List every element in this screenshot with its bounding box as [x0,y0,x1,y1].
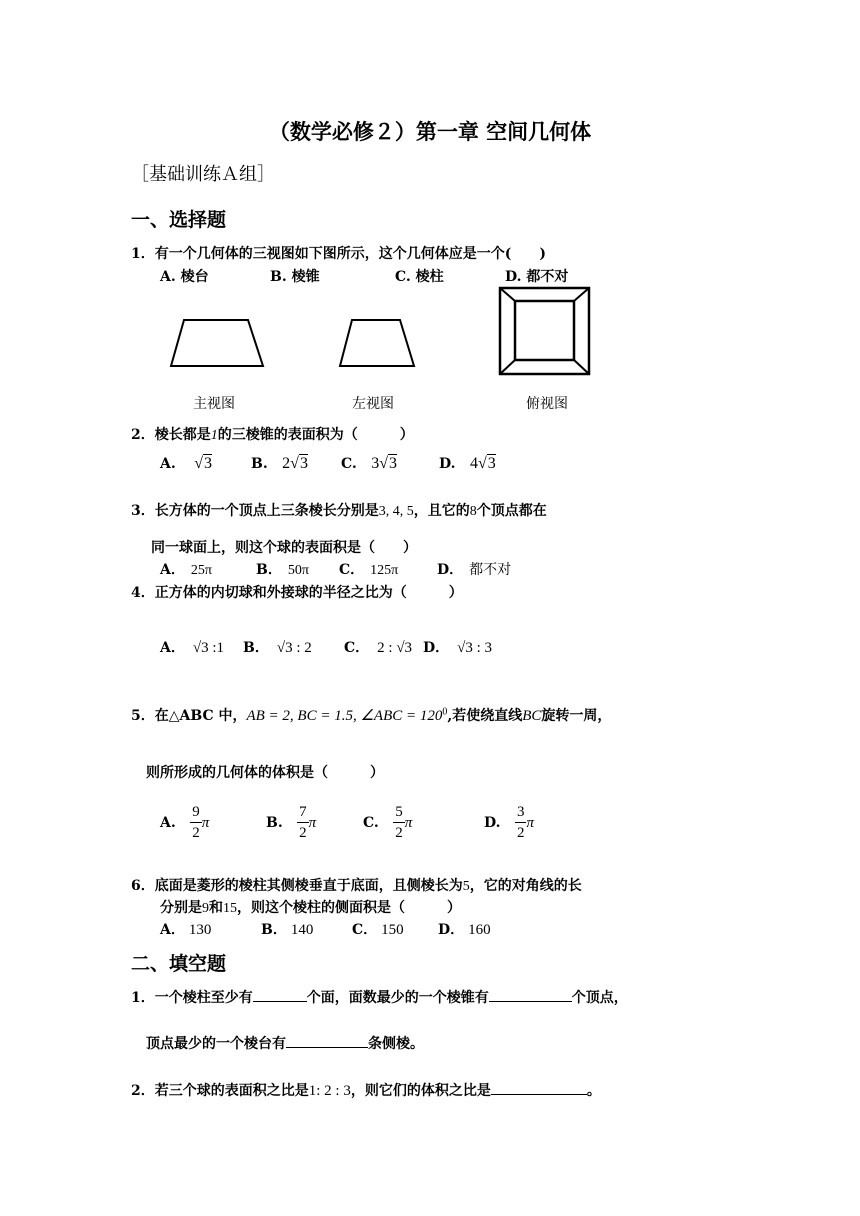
answer-blank-4[interactable] [491,1080,587,1095]
question-6-stem-line1: 6．底面是菱形的棱柱其侧棱垂直于底面，且侧棱长为5，它的对角线的长 [131,878,582,894]
q3-option-b: B． 50π [256,562,309,578]
q6-option-c: C． 150 [352,922,404,938]
question-3-stem-line1: 3．长方体的一个顶点上三条棱长分别是3, 4, 5，且它的8个顶点都在 [131,503,547,519]
question-4-stem: 4．正方体的内切球和外接球的半径之比为（ ） [131,585,463,601]
section-fill-heading: 二、填空题 [131,953,227,975]
question-5-stem-line2: 则所形成的几何体的体积是（ ） [146,765,384,781]
q6-option-d: D． 160 [438,922,491,938]
q1-option-c: C. 棱柱 [395,269,444,285]
top-view-frustum [498,286,592,376]
section-choice-heading: 一、选择题 [131,209,227,231]
answer-blank-2[interactable] [489,987,572,1002]
fill-question-2: 2．若三个球的表面积之比是1: 2 : 3，则它们的体积之比是 。 [131,1080,601,1100]
question-3-stem-line2: 同一球面上，则这个球的表面积是（ ） [151,540,417,556]
q5-option-a: A. $\frac{9}{2}$ π [160,804,210,841]
group-label: ［基础训练Ａ组］ [131,164,275,185]
question-2-stem: 2．棱长都是1的三棱锥的表面积为（ ） [131,427,414,443]
fill-question-1-line2: 顶点最少的一个棱台有 条侧棱。 [146,1033,424,1053]
q4-option-c: C． 2 : √3 [344,640,413,656]
fill-question-1-line1: 1．一个棱柱至少有 个面，面数最少的一个棱锥有 个顶点， [131,987,628,1007]
q1-option-d: D. 都不对 [505,269,569,285]
q4-option-a: A． √3 :1 [160,640,225,656]
answer-blank-3[interactable] [286,1033,368,1048]
question-1-stem: 1．有一个几何体的三视图如下图所示，这个几何体应是一个( ) [131,246,546,262]
q2-option-a: A. √3 [160,455,212,472]
q2-option-b: B. 2√3 [251,455,308,472]
q5-option-d: D. $\frac{3}{2}$ π [484,804,534,841]
caption-side-view: 左视图 [352,396,394,412]
answer-blank-1[interactable] [253,987,307,1002]
q3-option-c: C． 125π [339,562,399,578]
page-title: （数学必修２）第一章 空间几何体 [268,119,592,144]
q4-option-b: B． √3 : 2 [243,640,312,656]
q2-option-c: C. 3√3 [341,455,398,472]
q1-option-b: B. 棱锥 [270,269,320,285]
q2-option-d: D. 4√3 [439,455,496,472]
caption-front-view: 主视图 [193,396,235,412]
front-view-trapezoid [168,318,268,370]
q3-option-a: A． 25π [160,562,212,578]
q5-option-b: B. $\frac{7}{2}$ π [266,804,317,841]
question-5-stem-line1: 5．在△ABC 中，AB = 2, BC = 1.5, ∠ABC = $120^0$,若使绕直线BC旋转一周， [131,706,612,724]
q6-option-b: B． 140 [261,922,314,938]
q4-option-d: D． √3 : 3 [423,640,493,656]
caption-top-view: 俯视图 [526,396,568,412]
question-6-stem-line2: 分别是9和15，则这个棱柱的侧面积是（ ） [160,900,461,916]
q3-option-d: D． 都不对 [437,562,512,578]
q5-option-c: C. $\frac{5}{2}$ π [363,804,413,841]
side-view-trapezoid [338,318,418,370]
q6-option-a: A． 130 [160,922,212,938]
q1-option-a: A. 棱台 [160,269,209,285]
